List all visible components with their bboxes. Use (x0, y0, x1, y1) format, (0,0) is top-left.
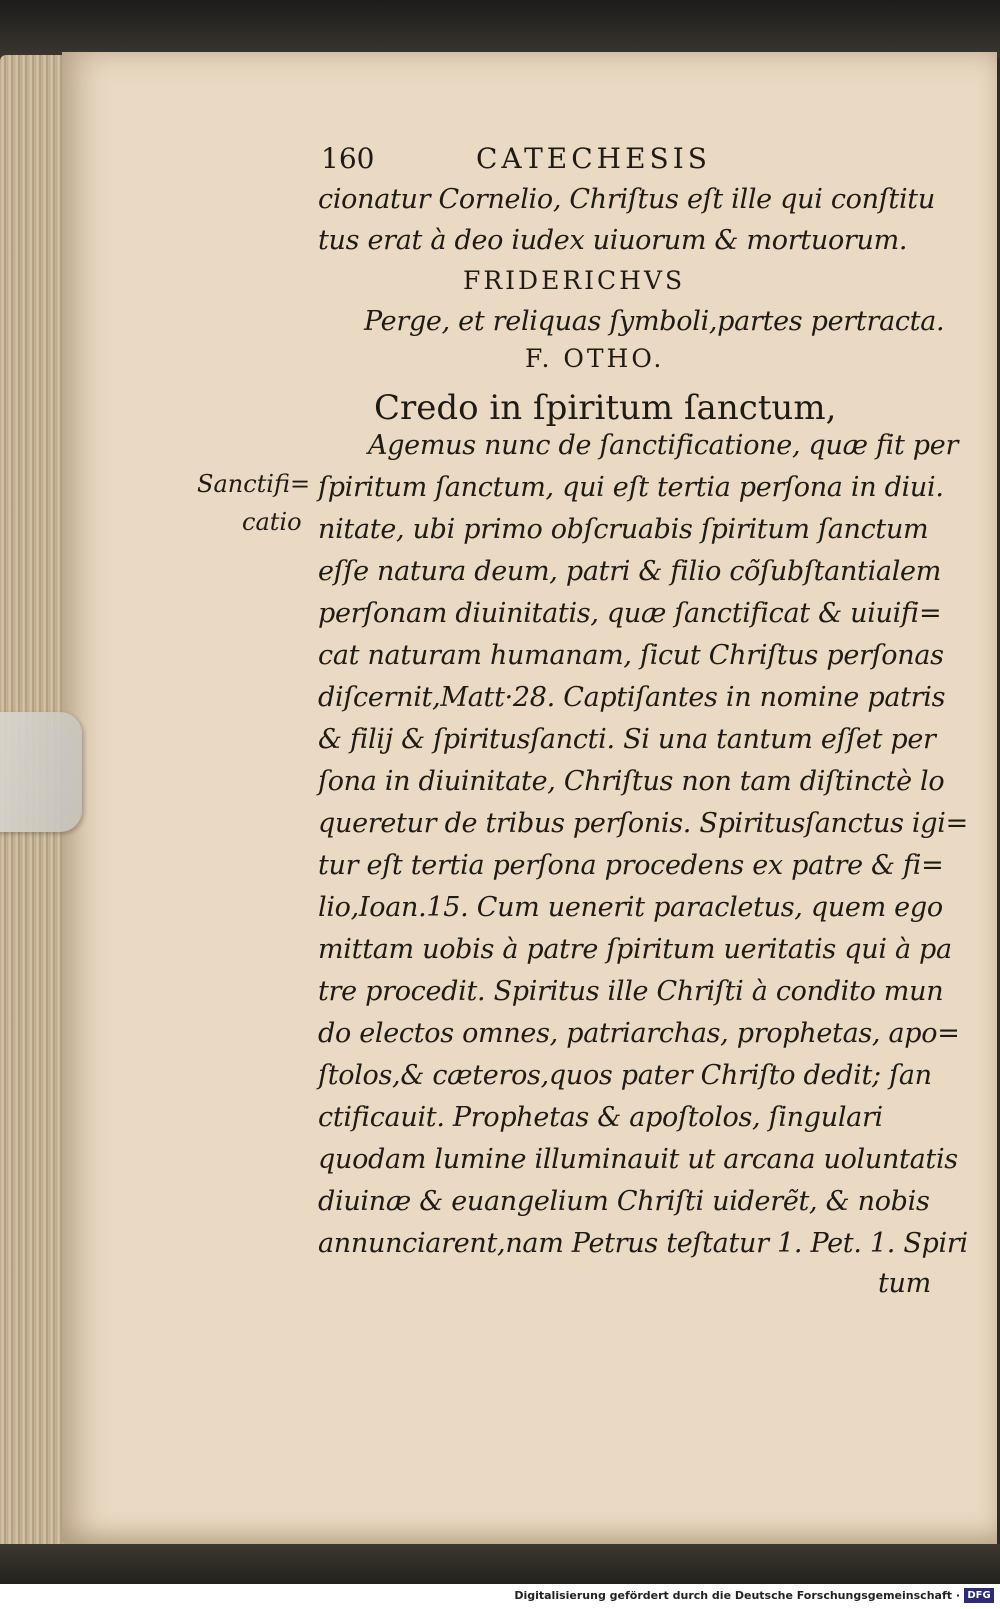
text-line: quodam lumine illuminauit ut arcana uoluntatis (318, 1144, 958, 1175)
text-line: ctificauit. Prophetas & apoſtolos, ſingulari (318, 1102, 883, 1133)
scan-background-bottom (0, 1544, 1000, 1584)
text-line: nitate, ubi primo obſcruabis ſpiritum ſanctum (318, 514, 929, 545)
text-line: perſonam diuinitatis, quæ ſanctificat & uiuifi= (318, 598, 942, 629)
text-line: ſpiritum ſanctum, qui eſt tertia perſona in diui. (318, 472, 944, 503)
speaker-name: FRIDERICHVS (463, 266, 686, 295)
speaker-name: F. OTHO. (525, 344, 665, 373)
page-number: 160 (321, 142, 375, 175)
text-line: mittam uobis à patre ſpiritum ueritatis qui à pa (318, 934, 952, 965)
text-line: cat naturam humanam, ſicut Chriſtus perſonas (318, 640, 944, 671)
margin-note: catio (242, 508, 302, 536)
running-head: CATECHESIS (476, 142, 711, 175)
text-line: tre procedit. Spiritus ille Chriſti à condito mun (318, 976, 944, 1007)
text-line: ſtolos,& cæteros,quos pater Chriſto dedit; ſan (318, 1060, 932, 1091)
text-line: & filij & ſpiritusſancti. Si una tantum eſſet per (318, 724, 936, 755)
scan-background-top (0, 0, 1000, 58)
text-line: queretur de tribus perſonis. Spiritusſanctus igi= (318, 808, 968, 839)
text-line: Agemus nunc de ſanctificatione, quæ fit per (368, 430, 959, 461)
text-line: ſona in diuinitate, Chriſtus non tam diſtinctè lo (318, 766, 945, 797)
text-line: tus erat à deo iudex uiuorum & mortuorum. (318, 225, 908, 256)
text-line: diſcernit,Matt·28. Captiſantes in nomine patris (318, 682, 946, 713)
text-line: cionatur Cornelio, Chriſtus eſt ille qui conſtitu (318, 184, 935, 215)
section-heading: Credo in ſpiritum ſanctum, (374, 388, 837, 428)
text-line: eſſe natura deum, patri & filio cõſubſtantialem (318, 556, 942, 587)
speaker-line: Perge, et reliquas ſymboli,partes pertracta. (364, 306, 945, 337)
margin-note: Sanctifi= (197, 470, 311, 498)
text-line: annunciarent,nam Petrus teſtatur 1. Pet. 1. Spiri (318, 1228, 968, 1259)
dfg-logo-icon: DFG (964, 1588, 994, 1603)
text-line: do electos omnes, patriarchas, prophetas, apo= (318, 1018, 960, 1049)
footer-credit: Digitalisierung gefördert durch die Deutsche Forschungsgemeinschaft · (514, 1589, 960, 1602)
text-line: diuinæ & euangelium Chriſti uiderẽt, & nobis (318, 1186, 930, 1217)
catchword: tum (878, 1268, 931, 1299)
bookmark-tab (0, 712, 82, 832)
text-line: lio,Ioan.15. Cum uenerit paracletus, quem ego (318, 892, 943, 923)
footer-bar (0, 1584, 1000, 1609)
text-line: tur eſt tertia perſona procedens ex patre & fi= (318, 850, 944, 881)
